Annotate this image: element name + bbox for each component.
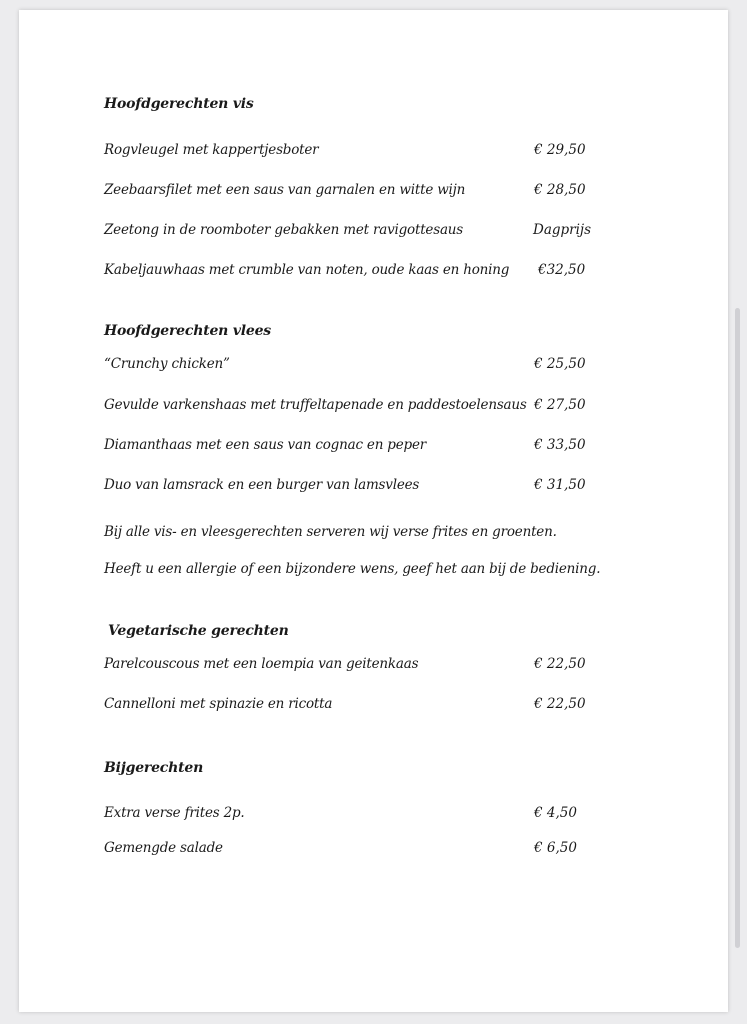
menu-item xyxy=(104,477,604,499)
menu-item-price: € 22,50 xyxy=(534,656,586,672)
menu-note: Heeft u een allergie of een bijzondere wens, geef het aan bij de bediening. xyxy=(104,561,601,577)
section-heading-bij: Bijgerechten xyxy=(104,760,204,776)
section-heading-vlees: Hoofdgerechten vlees xyxy=(104,323,271,339)
menu-item-name: “Crunchy chicken” xyxy=(104,356,230,372)
section-heading-vis: Hoofdgerechten vis xyxy=(104,96,254,112)
menu-item xyxy=(104,696,604,718)
menu-item-price: Dagprijs xyxy=(533,222,592,238)
menu-item xyxy=(104,840,604,862)
menu-item-price: € 31,50 xyxy=(534,477,586,493)
menu-item xyxy=(104,222,604,244)
menu-item-price: € 25,50 xyxy=(534,356,586,372)
menu-item-name: Extra verse frites 2p. xyxy=(104,805,245,821)
menu-item-price: € 28,50 xyxy=(534,182,586,198)
menu-item-name: Rogvleugel met kappertjesboter xyxy=(104,142,319,158)
menu-item-name: Gemengde salade xyxy=(104,840,223,856)
menu-item-name: Kabeljauwhaas met crumble van noten, oude kaas en honing xyxy=(104,262,510,278)
menu-item-name: Zeetong in de roomboter gebakken met ravigottesaus xyxy=(104,222,464,238)
menu-item-price: € 29,50 xyxy=(534,142,586,158)
menu-item-price: € 4,50 xyxy=(534,805,577,821)
menu-item xyxy=(104,656,604,678)
menu-item-price: € 22,50 xyxy=(534,696,586,712)
menu-item-price: €32,50 xyxy=(538,262,586,278)
menu-item xyxy=(104,356,604,378)
menu-item-name: Zeebaarsfilet met een saus van garnalen en witte wijn xyxy=(104,182,466,198)
menu-item xyxy=(104,805,604,827)
menu-item xyxy=(104,262,604,284)
menu-item-name: Duo van lamsrack en een burger van lamsvlees xyxy=(104,477,420,493)
menu-item-price: € 27,50 xyxy=(534,397,586,413)
vertical-scrollbar[interactable] xyxy=(735,308,740,948)
menu-item xyxy=(104,437,604,459)
menu-item-price: € 33,50 xyxy=(534,437,586,453)
menu-item xyxy=(104,182,604,204)
menu-item-name: Cannelloni met spinazie en ricotta xyxy=(104,696,333,712)
menu-item-price: € 6,50 xyxy=(534,840,577,856)
section-heading-vega: Vegetarische gerechten xyxy=(108,623,289,639)
menu-item xyxy=(104,397,604,419)
menu-item-name: Diamanthaas met een saus van cognac en peper xyxy=(104,437,427,453)
menu-item-name: Parelcouscous met een loempia van geitenkaas xyxy=(104,656,419,672)
menu-note: Bij alle vis- en vleesgerechten serveren wij verse frites en groenten. xyxy=(104,524,557,540)
menu-item-name: Gevulde varkenshaas met truffeltapenade en paddestoelensaus xyxy=(104,397,527,413)
menu-item xyxy=(104,142,604,164)
